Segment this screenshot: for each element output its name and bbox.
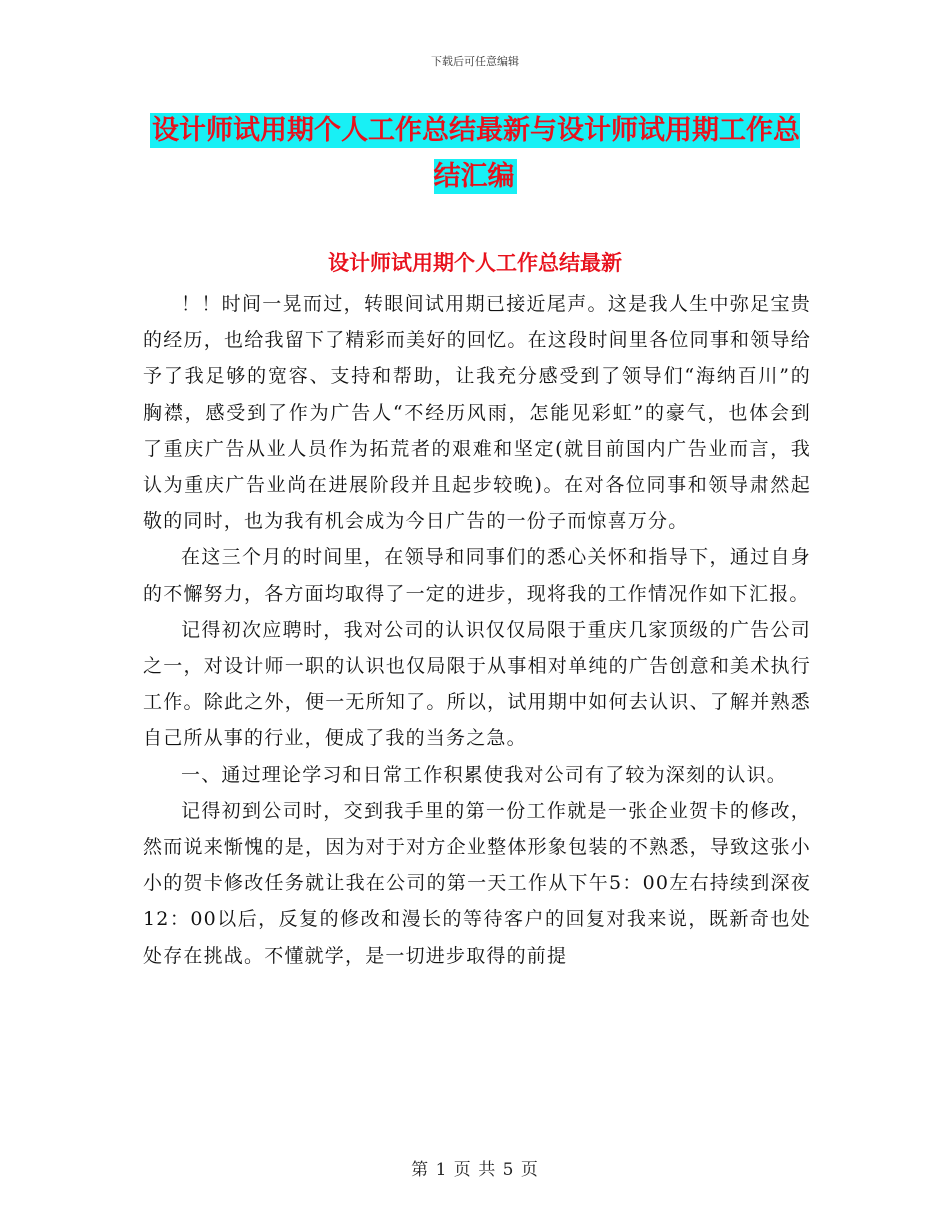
document-title-text: 设计师试用期个人工作总结最新与设计师试用期工作总结汇编 — [152, 115, 800, 192]
paragraph: 一、通过理论学习和日常工作积累使我对公司有了较为深刻的认识。 — [181, 763, 788, 786]
paragraph: 记得初到公司时，交到我手里的第一份工作就是一张企业贺卡的修改，然而说来惭愧的是，因为对于对方企业整体形象包装的不熟悉，导致这张小小的贺卡修改任务就让我在公司的第一天工作从下午5：00左右持续到深夜12：00以后，反复的修改和漫长的等待客户的回复对我来说，既新奇也处处存在挑战。不懂就学，是一切进步取得的前提 — [143, 799, 811, 967]
paragraph: 记得初次应聘时，我对公司的认识仅仅局限于重庆几家顶级的广告公司之一，对设计师一职的认识也仅局限于从事相对单纯的广告创意和美术执行工作。除此之外，便一无所知了。所以，试用期中如何去认识、了解并熟悉自己所从事的行业，便成了我的当务之急。 — [143, 618, 811, 750]
body-text — [143, 286, 811, 974]
page-footer: 第 1 页 共 5 页 — [411, 1160, 539, 1180]
document-title — [150, 108, 800, 200]
header-note: 下载后可任意编辑 — [431, 55, 519, 68]
paragraph: ！！时间一晃而过，转眼间试用期已接近尾声。这是我人生中弥足宝贵的经历，也给我留下了精彩而美好的回忆。在这段时间里各位同事和领导给予了我足够的宽容、支持和帮助，让我充分感受到了领导们“海纳百川”的胸襟，感受到了作为广告人“不经历风雨，怎能见彩虹”的豪气，也体会到了重庆广告从业人员作为拓荒者的艰难和坚定(就目前国内广告业而言，我认为重庆广告业尚在进展阶段并且起步较晚)。在对各位同事和领导肃然起敬的同时，也为我有机会成为今日广告的一份子而惊喜万分。 — [143, 293, 811, 533]
paragraph: 在这三个月的时间里，在领导和同事们的悉心关怀和指导下，通过自身的不懈努力，各方面均取得了一定的进步，现将我的工作情况作如下汇报。 — [143, 546, 811, 605]
section-title: 设计师试用期个人工作总结最新 — [328, 251, 622, 275]
